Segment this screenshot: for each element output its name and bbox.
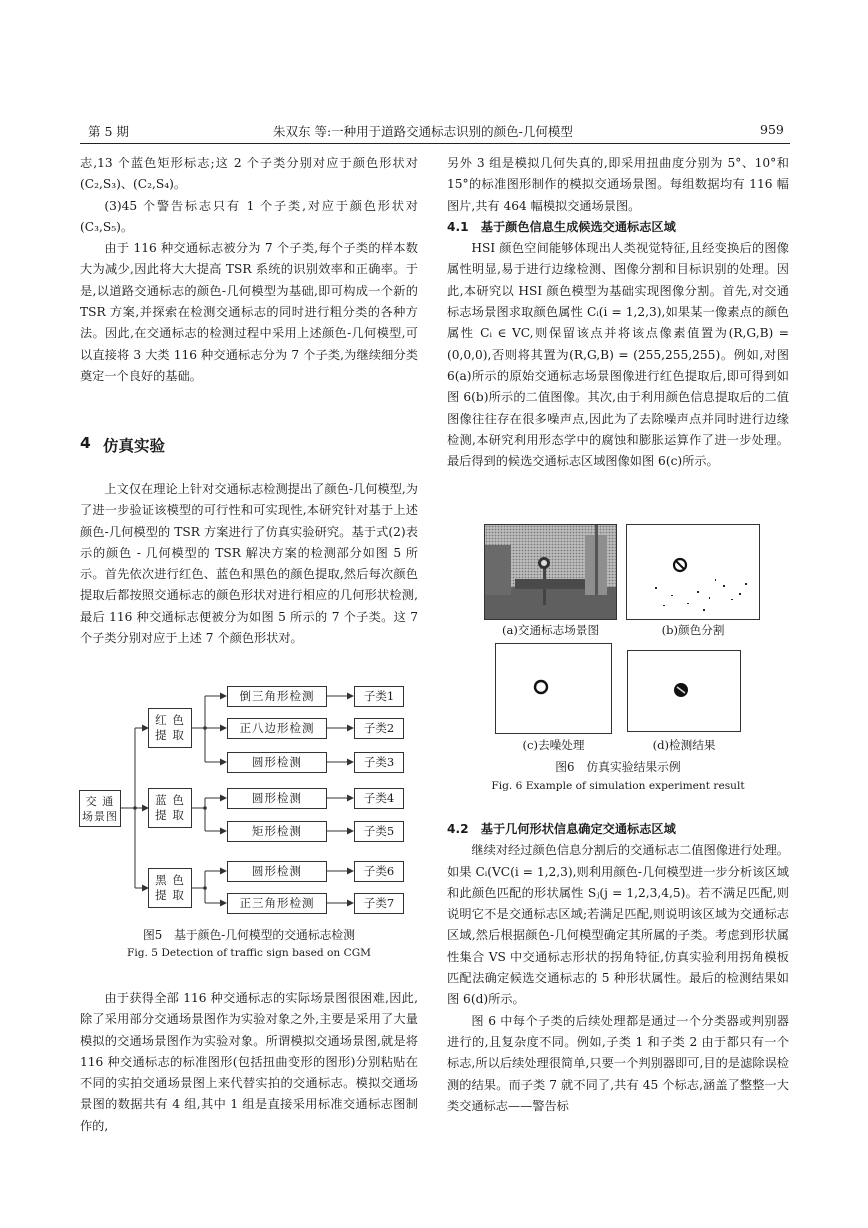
paragraph: HSI 颜色空间能够体现出人类视觉特征,且经变换后的图像属性明显,易于进行边缘检测、图像分割和目标识别的处理。因此,本研究以 HSI 颜色模型为基础实现图像分割。首先,对交通标志场景图求取颜色属性 Cᵢ(i = 1,2,3),如果某一像素点的颜色属性 Cᵢ ∈ VC,则保留该点并将该点像素值置为(R,G,B) = (0,0,0),否则将其置为(R,G,B) = (255,255,255)。例如,对图 6(a)所示的原始交通标志场景图像进行红色提取后,即可得到如图 6(b)所示的二值图像。其次,由于利用颜色信息提取后的二值图像往往存在很多噪声点,因此为了去除噪声点并同时进行边缘检测,本研究利用形态学中的腐蚀和膨胀运算作了进一步处理。最后得到的候选交通标志区域图像如图 6(c)所示。 <box>447 241 789 469</box>
red-extract-box: 红 色 提 取 <box>148 708 192 748</box>
fig6d-caption: (d)检测结果 <box>652 738 716 752</box>
detect-box: 圆形检测 <box>227 788 327 809</box>
scene-photo <box>484 524 617 620</box>
section-title: 仿真实验 <box>103 437 166 455</box>
denoise-image <box>495 643 612 734</box>
paragraph: 另外 3 组是模拟几何失真的,即采用扭曲度分别为 5°、10°和 15°的标准图形制作的模拟交通场景图。每组数据均有 116 幅图片,共有 464 幅模拟交通场景图。 <box>447 156 789 213</box>
right-column-bottom <box>447 819 789 1117</box>
detect-result-graphic <box>628 651 741 732</box>
detect-result-image <box>627 650 741 732</box>
denoise-graphic <box>496 644 612 734</box>
right-column-top <box>447 153 789 472</box>
scene-box: 交 通 场景图 <box>79 790 121 827</box>
detect-box: 倒三角形检测 <box>227 686 327 707</box>
detect-box: 矩形检测 <box>227 821 327 842</box>
fig5-caption-cn: 图5 基于颜色-几何模型的交通标志检测 <box>142 928 356 942</box>
detect-box: 正三角形检测 <box>227 893 327 914</box>
fig6b-caption: (b)颜色分割 <box>661 623 725 637</box>
paragraph: 由于获得全部 116 种交通标志的实际场景图很困难,因此,除了采用部分交通场景图作为实验对象之外,主要是采用了大量模拟的交通场景图作为实验对象。所谓模拟交通场景图,就是将 116 种交通标志的标准图形(包括扭曲变形的图形)分别粘贴在不同的实拍交通场景图上来代替实拍的交通标志。模拟交通场景图的数据共有 4 组,其中 1 组是直接采用标准交通标志图制作的, <box>80 991 418 1133</box>
paragraph: 继续对经过颜色信息分割后的交通标志二值图像进行处理。如果 Cᵢ(VC(i = 1,2,3),则利用颜色-几何模型进一步分析该区域和此颜色匹配的形状属性 Sⱼ(j = 1,2,3,4,5)。若不满足匹配,则说明它不是交通标志区域;若满足匹配,则说明该区域为交通标志区域,然后根据颜色-几何模型确定其所属的子类。考虑到形状属性集合 VS 中交通标志形状的拐角特征,仿真实验利用拐角模板匹配法确定候选交通标志的 5 种形状属性。最后的检测结果如图 6(d)所示。 <box>447 843 789 1007</box>
black-extract-box: 黑 色 提 取 <box>148 868 192 908</box>
detect-box: 圆形检测 <box>227 752 327 773</box>
subclass-box: 子类5 <box>354 821 404 842</box>
fig6-caption-en: Fig. 6 Example of simulation experiment result <box>491 780 745 792</box>
header-page: 959 <box>760 122 784 137</box>
subsection-heading: 4.2 基于几何形状信息确定交通标志区域 <box>447 822 676 836</box>
color-seg-graphic <box>627 525 760 620</box>
header-issue: 第 5 期 <box>88 124 129 139</box>
paragraph: 志,13 个蓝色矩形标志;这 2 个子类分别对应于颜色形状对(C₂,S₃)、(C₂,S₄)。 <box>80 156 418 192</box>
subclass-box: 子类6 <box>354 861 404 882</box>
fig5-caption-en: Fig. 5 Detection of traffic sign based on CGM <box>126 947 372 959</box>
header-title: 朱双东 等:一种用于道路交通标志识别的颜色-几何模型 <box>273 124 573 139</box>
subsection-heading: 4.1 基于颜色信息生成候选交通标志区域 <box>447 219 676 234</box>
fig6c-caption: (c)去噪处理 <box>522 738 585 752</box>
paragraph: 由于 116 种交通标志被分为 7 个子类,每个子类的样本数大为减少,因此将大大提高 TSR 系统的识别效率和正确率。于是,以道路交通标志的颜色-几何模型为基础,即可构成一个新的 TSR 方案,并探索在检测交通标志的同时进行粗分类的各种方法。因此,在交通标志的检测过程中采用上述颜色-几何模型,可以直接将 3 大类 116 种交通标志分为 7 个子类,为继续细分类奠定一个良好的基础。 <box>80 241 418 383</box>
subclass-box: 子类2 <box>354 718 404 739</box>
subclass-box: 子类3 <box>354 752 404 773</box>
scene-photo-image <box>485 525 617 620</box>
subclass-box: 子类1 <box>354 686 404 707</box>
paragraph: 图 6 中每个子类的后续处理都是通过一个分类器或判别器进行的,且复杂度不同。例如,子类 1 和子类 2 由于都只有一个标志,所以后续处理很简单,只要一个判别器即可,目的是滤除误检测的结果。而子类 7 就不同了,共有 45 个标志,涵盖了整整一大类交通标志——警告标 <box>447 1013 789 1113</box>
left-column-bottom <box>80 988 418 1137</box>
subclass-box: 子类4 <box>354 788 404 809</box>
section-number: 4 <box>80 434 91 452</box>
color-seg-image <box>626 524 760 620</box>
detect-box: 正八边形检测 <box>227 718 327 739</box>
fig6a-caption: (a)交通标志场景图 <box>501 623 600 637</box>
subclass-box: 子类7 <box>354 893 404 914</box>
detect-box: 圆形检测 <box>227 861 327 882</box>
blue-extract-box: 蓝 色 提 取 <box>148 788 192 828</box>
paragraph: 上文仅在理论上针对交通标志检测提出了颜色-几何模型,为了进一步验证该模型的可行性和可实现性,本研究针对基于上述颜色-几何模型的 TSR 方案进行了仿真实验研究。基于式(2)表示的颜色 - 几何模型的 TSR 解决方案的检测部分如图 5 所示。首先依次进行红色、蓝色和黑色的颜色提取,然后每次颜色提取后都按照交通标志的颜色形状对进行相应的几何形状检测,最后 116 种交通标志便被分为如图 5 所示的 7 个子类。这 7 个子类分别对应于上述 7 个颜色形状对。 <box>80 482 418 646</box>
fig6-caption-cn: 图6 仿真实验结果示例 <box>555 760 681 774</box>
paragraph: (3)45 个警告标志只有 1 个子类,对应于颜色形状对(C₃,S₅)。 <box>80 198 418 234</box>
